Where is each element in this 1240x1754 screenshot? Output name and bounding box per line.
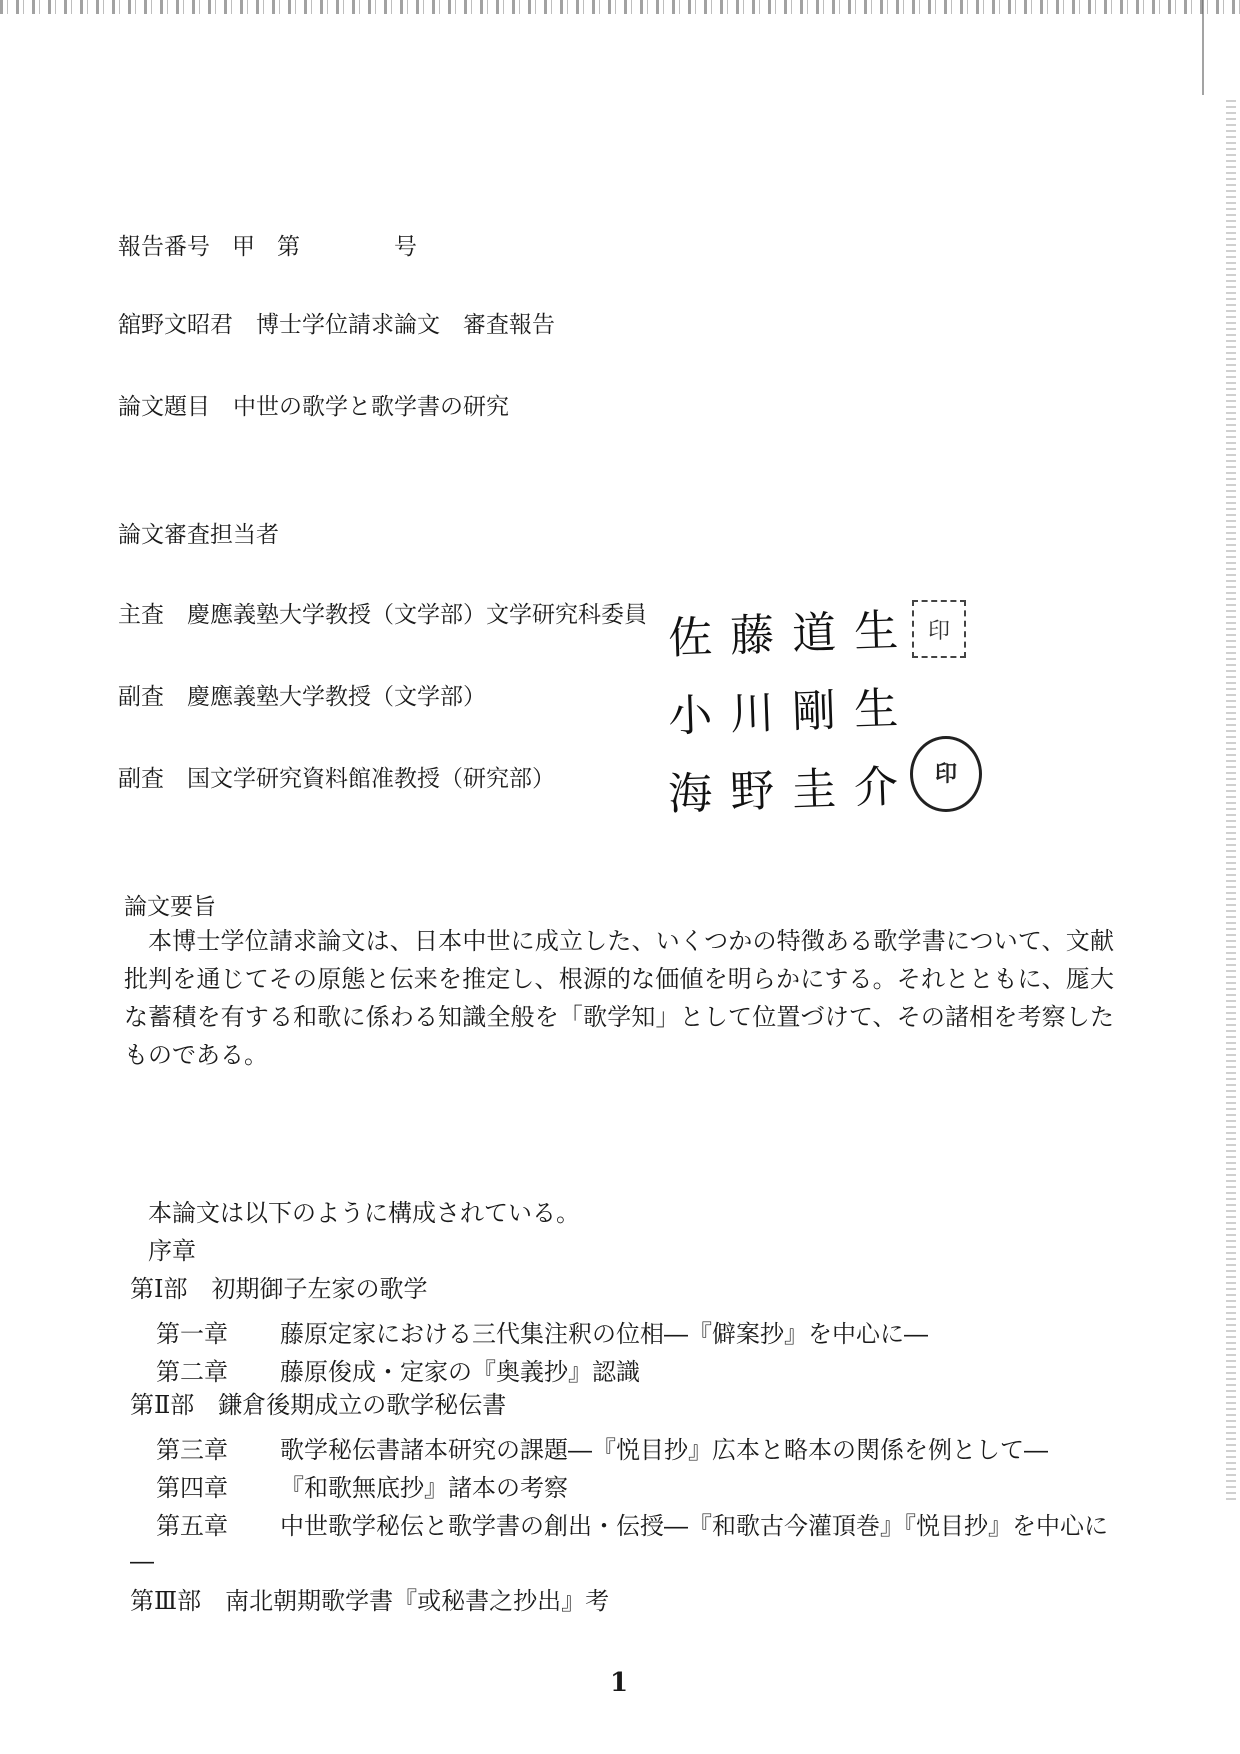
report-number-label: 報告番号 bbox=[118, 234, 210, 260]
summary-heading: 論文要旨 bbox=[124, 894, 216, 920]
toc-part-1: 第Ⅰ部 初期御子左家の歌学 bbox=[130, 1275, 428, 1303]
signature-chief: 佐藤道生 bbox=[667, 604, 917, 665]
toc-prologue: 序章 bbox=[148, 1237, 196, 1265]
toc-chapter-5-title: 中世歌学秘伝と歌学書の創出・伝授―『和歌古今灌頂巻』『悦目抄』を中心に bbox=[280, 1512, 1108, 1540]
toc-part-3: 第Ⅲ部 南北朝期歌学書『或秘書之抄出』考 bbox=[130, 1587, 610, 1615]
toc-chapter-2 bbox=[156, 1352, 640, 1387]
toc-chapter-5-continuation: ― bbox=[130, 1547, 154, 1575]
report-number-kou: 甲 bbox=[232, 234, 255, 260]
scan-edge-top bbox=[0, 0, 1240, 14]
examiner-sub1: 副査 慶應義塾大学教授（文学部） bbox=[118, 684, 486, 710]
toc-chapter-1-no: 第一章 bbox=[156, 1320, 228, 1348]
signature-sub2: 海野圭介 bbox=[667, 760, 917, 821]
seal-sub2: 印 bbox=[910, 736, 982, 812]
toc-chapter-4-title: 『和歌無底抄』諸本の考察 bbox=[280, 1474, 568, 1502]
toc-chapter-1 bbox=[156, 1314, 928, 1349]
thesis-title: 論文題目 中世の歌学と歌学書の研究 bbox=[118, 394, 509, 420]
examiners-heading: 論文審査担当者 bbox=[118, 522, 279, 548]
scan-edge-right-line bbox=[1202, 0, 1204, 95]
toc-chapter-2-title: 藤原俊成・定家の『奥義抄』認識 bbox=[280, 1358, 640, 1386]
toc-chapter-2-no: 第二章 bbox=[156, 1358, 228, 1386]
signature-sub1: 小川剛生 bbox=[667, 682, 917, 743]
toc-chapter-1-title: 藤原定家における三代集注釈の位相―『僻案抄』を中心に― bbox=[280, 1320, 928, 1348]
report-number-dai: 第 bbox=[277, 234, 300, 260]
toc-chapter-3-no: 第三章 bbox=[156, 1436, 228, 1464]
toc-chapter-5-no: 第五章 bbox=[156, 1512, 228, 1540]
examiner-chief: 主査 慶應義塾大学教授（文学部）文学研究科委員 bbox=[118, 602, 647, 628]
toc-chapter-5 bbox=[156, 1506, 1108, 1541]
summary-paragraph-text: 本博士学位請求論文は、日本中世に成立した、いくつかの特徴ある歌学書について、文献批判を通じてその原態と伝来を推定し、根源的な価値を明らかにする。それとともに、厖大な蓄積を有する和歌に係わる知識全般を「歌学知」として位置づけて、その諸相を考察したものである。 bbox=[124, 927, 1114, 1069]
toc-chapter-4 bbox=[156, 1468, 568, 1503]
report-subject: 舘野文昭君 博士学位請求論文 審査報告 bbox=[118, 312, 555, 338]
report-number bbox=[118, 228, 417, 261]
toc-chapter-4-no: 第四章 bbox=[156, 1474, 228, 1502]
report-number-gou: 号 bbox=[394, 234, 417, 260]
structure-intro: 本論文は以下のように構成されている。 bbox=[148, 1199, 580, 1227]
summary-paragraph bbox=[124, 922, 1114, 1074]
scan-edge-right bbox=[1226, 100, 1236, 1500]
toc-chapter-3-title: 歌学秘伝書諸本研究の課題―『悦目抄』広本と略本の関係を例として― bbox=[280, 1436, 1048, 1464]
toc-part-2: 第Ⅱ部 鎌倉後期成立の歌学秘伝書 bbox=[130, 1391, 507, 1419]
examiner-sub2: 副査 国文学研究資料館准教授（研究部） bbox=[118, 766, 555, 792]
toc-chapter-3 bbox=[156, 1430, 1048, 1465]
page-number: 1 bbox=[610, 1668, 629, 1698]
seal-chief: 印 bbox=[912, 600, 966, 658]
